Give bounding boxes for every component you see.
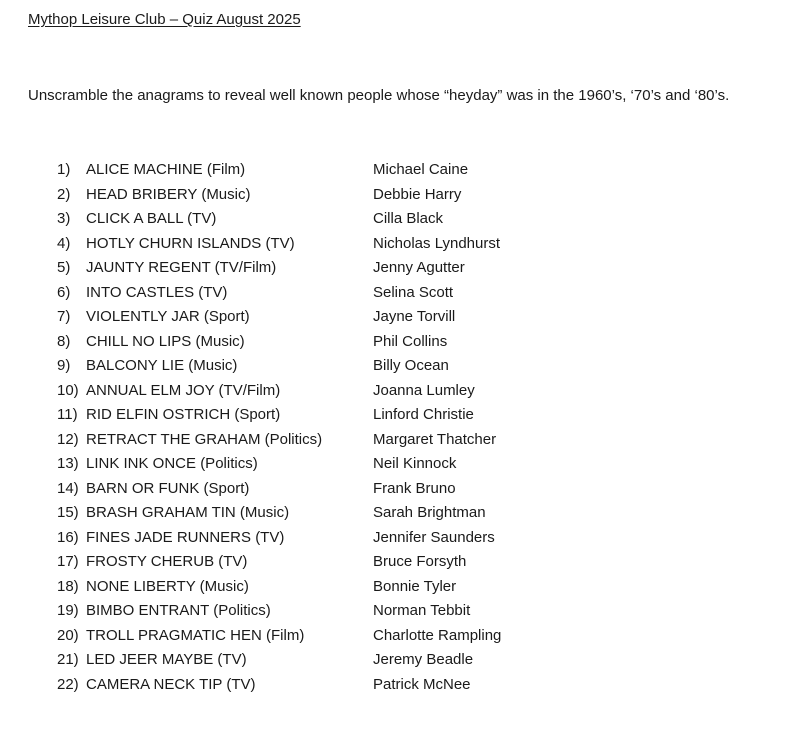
quiz-item-clue: BRASH GRAHAM TIN (Music) xyxy=(86,504,290,521)
quiz-item xyxy=(0,283,793,308)
quiz-item-number: 20) xyxy=(57,626,79,644)
quiz-item-answer: Sarah Brightman xyxy=(373,504,486,521)
quiz-item-number: 6) xyxy=(57,283,71,301)
quiz-item-answer: Norman Tebbit xyxy=(373,602,471,619)
quiz-item-number: 5) xyxy=(57,259,71,276)
quiz-item-clue: ALICE MACHINE (Film) xyxy=(86,161,246,178)
quiz-item xyxy=(0,626,793,651)
quiz-item-answer: Michael Caine xyxy=(373,161,469,178)
document-title: Mythop Leisure Club – Quiz August 2025 xyxy=(28,11,301,28)
quiz-item xyxy=(0,601,793,626)
quiz-item xyxy=(0,356,793,381)
quiz-item-number: 17) xyxy=(57,553,79,570)
quiz-item xyxy=(0,552,793,577)
quiz-item xyxy=(0,160,793,185)
quiz-item xyxy=(0,258,793,283)
quiz-item xyxy=(0,185,793,210)
quiz-item-answer: Jeremy Beadle xyxy=(373,651,474,668)
quiz-item-number: 15) xyxy=(57,504,79,521)
quiz-item-answer: Cilla Black xyxy=(373,210,444,227)
quiz-item-number: 16) xyxy=(57,528,79,546)
quiz-item-answer: Neil Kinnock xyxy=(373,455,457,472)
quiz-item-number: 8) xyxy=(57,332,71,350)
quiz-item-clue: ANNUAL ELM JOY (TV/Film) xyxy=(86,381,281,399)
quiz-item xyxy=(0,479,793,504)
quiz-item xyxy=(0,528,793,553)
quiz-item-number: 22) xyxy=(57,675,79,693)
quiz-item xyxy=(0,332,793,357)
quiz-item-answer: Billy Ocean xyxy=(373,357,449,374)
quiz-item xyxy=(0,577,793,602)
quiz-item xyxy=(0,650,793,675)
quiz-item-number: 12) xyxy=(57,430,79,448)
quiz-item-clue: CAMERA NECK TIP (TV) xyxy=(86,675,256,693)
quiz-item-answer: Phil Collins xyxy=(373,332,448,350)
quiz-item-clue: JAUNTY REGENT (TV/Film) xyxy=(86,259,277,276)
quiz-item-clue: BIMBO ENTRANT (Politics) xyxy=(86,602,271,619)
quiz-item-clue: BARN OR FUNK (Sport) xyxy=(86,479,250,497)
quiz-item-number: 19) xyxy=(57,602,79,619)
quiz-item-clue: RETRACT THE GRAHAM (Politics) xyxy=(86,430,323,448)
quiz-item-clue: INTO CASTLES (TV) xyxy=(86,283,228,301)
quiz-item-number: 2) xyxy=(57,185,71,203)
quiz-item-answer: Jennifer Saunders xyxy=(373,528,495,546)
quiz-list xyxy=(0,160,793,699)
quiz-item-number: 13) xyxy=(57,455,79,472)
quiz-item xyxy=(0,430,793,455)
quiz-item-number: 14) xyxy=(57,479,79,497)
quiz-item-clue: HEAD BRIBERY (Music) xyxy=(86,185,251,203)
quiz-item-clue: LINK INK ONCE (Politics) xyxy=(86,455,258,472)
quiz-item xyxy=(0,503,793,528)
quiz-item xyxy=(0,209,793,234)
quiz-item-number: 7) xyxy=(57,308,71,325)
quiz-item-answer: Debbie Harry xyxy=(373,185,462,203)
quiz-item-clue: FINES JADE RUNNERS (TV) xyxy=(86,528,285,546)
quiz-item-clue: BALCONY LIE (Music) xyxy=(86,357,238,374)
quiz-item-clue: CHILL NO LIPS (Music) xyxy=(86,332,245,350)
quiz-item-number: 10) xyxy=(57,381,79,399)
quiz-item xyxy=(0,381,793,406)
quiz-item-clue: NONE LIBERTY (Music) xyxy=(86,577,249,595)
quiz-item-answer: Bruce Forsyth xyxy=(373,553,467,570)
quiz-item-clue: LED JEER MAYBE (TV) xyxy=(86,651,247,668)
quiz-item-number: 21) xyxy=(57,651,79,668)
quiz-item-answer: Charlotte Rampling xyxy=(373,626,502,644)
quiz-item-number: 4) xyxy=(57,234,71,252)
quiz-item-number: 9) xyxy=(57,357,71,374)
quiz-item-answer: Frank Bruno xyxy=(373,479,456,497)
quiz-item-clue: RID ELFIN OSTRICH (Sport) xyxy=(86,406,281,423)
quiz-item-clue: VIOLENTLY JAR (Sport) xyxy=(86,308,250,325)
quiz-item-number: 3) xyxy=(57,210,71,227)
quiz-item-answer: Bonnie Tyler xyxy=(373,577,457,595)
quiz-item xyxy=(0,454,793,479)
quiz-item-answer: Selina Scott xyxy=(373,283,454,301)
quiz-item xyxy=(0,307,793,332)
quiz-item-answer: Jenny Agutter xyxy=(373,259,465,276)
quiz-item-answer: Patrick McNee xyxy=(373,675,471,693)
quiz-item xyxy=(0,234,793,259)
quiz-item xyxy=(0,675,793,700)
quiz-item-answer: Joanna Lumley xyxy=(373,381,475,399)
quiz-item-clue: HOTLY CHURN ISLANDS (TV) xyxy=(86,234,295,252)
quiz-item-number: 18) xyxy=(57,577,79,595)
quiz-item-clue: TROLL PRAGMATIC HEN (Film) xyxy=(86,626,305,644)
quiz-item xyxy=(0,405,793,430)
quiz-item-number: 11) xyxy=(57,406,78,423)
quiz-item-number: 1) xyxy=(57,161,71,178)
quiz-item-answer: Linford Christie xyxy=(373,406,474,423)
quiz-item-clue: CLICK A BALL (TV) xyxy=(86,210,217,227)
quiz-item-answer: Nicholas Lyndhurst xyxy=(373,234,501,252)
instructions-text: Unscramble the anagrams to reveal well known people whose “heyday” was in the 1960’s, ‘70’s and ‘80’s. xyxy=(28,87,730,104)
quiz-item-answer: Margaret Thatcher xyxy=(373,430,497,448)
quiz-item-answer: Jayne Torvill xyxy=(373,308,456,325)
quiz-item-clue: FROSTY CHERUB (TV) xyxy=(86,553,248,570)
